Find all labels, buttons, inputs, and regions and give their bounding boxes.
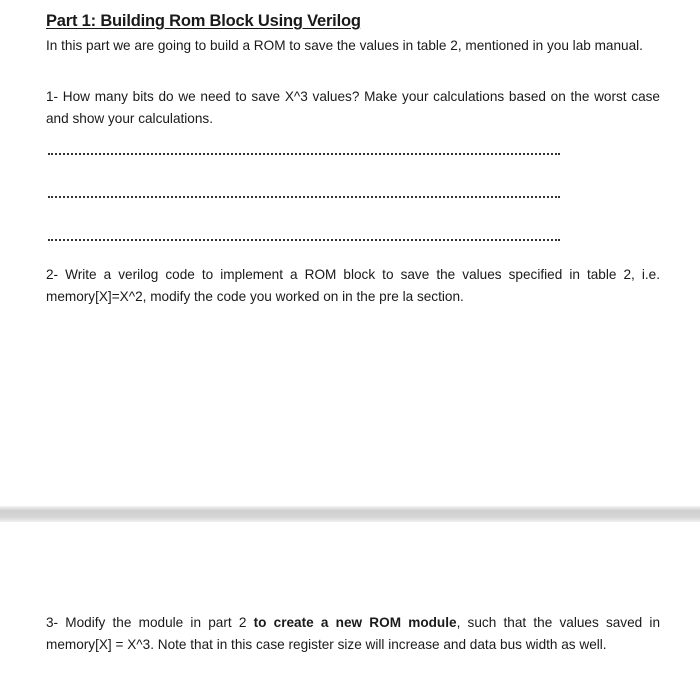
- answer-line-1: [48, 153, 560, 155]
- question-1: 1- How many bits do we need to save X^3 values? Make your calculations based on the worst case and show your calculations.: [46, 89, 660, 126]
- page-separator: [0, 506, 700, 522]
- question-2: 2- Write a verilog code to implement a ROM block to save the values specified in table 2, i.e. memory[X]=X^2, modify the code you worked on in the pre la section.: [46, 267, 660, 304]
- answer-line-3: [48, 239, 560, 241]
- answer-line-2: [48, 196, 560, 198]
- section-title: Part 1: Building Rom Block Using Verilog: [46, 12, 361, 30]
- document-page-2: [0, 522, 700, 690]
- intro-paragraph: In this part we are going to build a ROM to save the values in table 2, mentioned in you lab manual.: [46, 38, 643, 53]
- question-3-text-end: , such that the values saved in memory[X] = X^3. Note that in this case register size will increase and data bus width as well.: [46, 615, 661, 652]
- question-3-text-start: 3- Modify the module in part 2: [46, 615, 254, 630]
- question-3: [46, 612, 660, 656]
- question-3-emphasis: to create a new ROM module: [253, 615, 457, 630]
